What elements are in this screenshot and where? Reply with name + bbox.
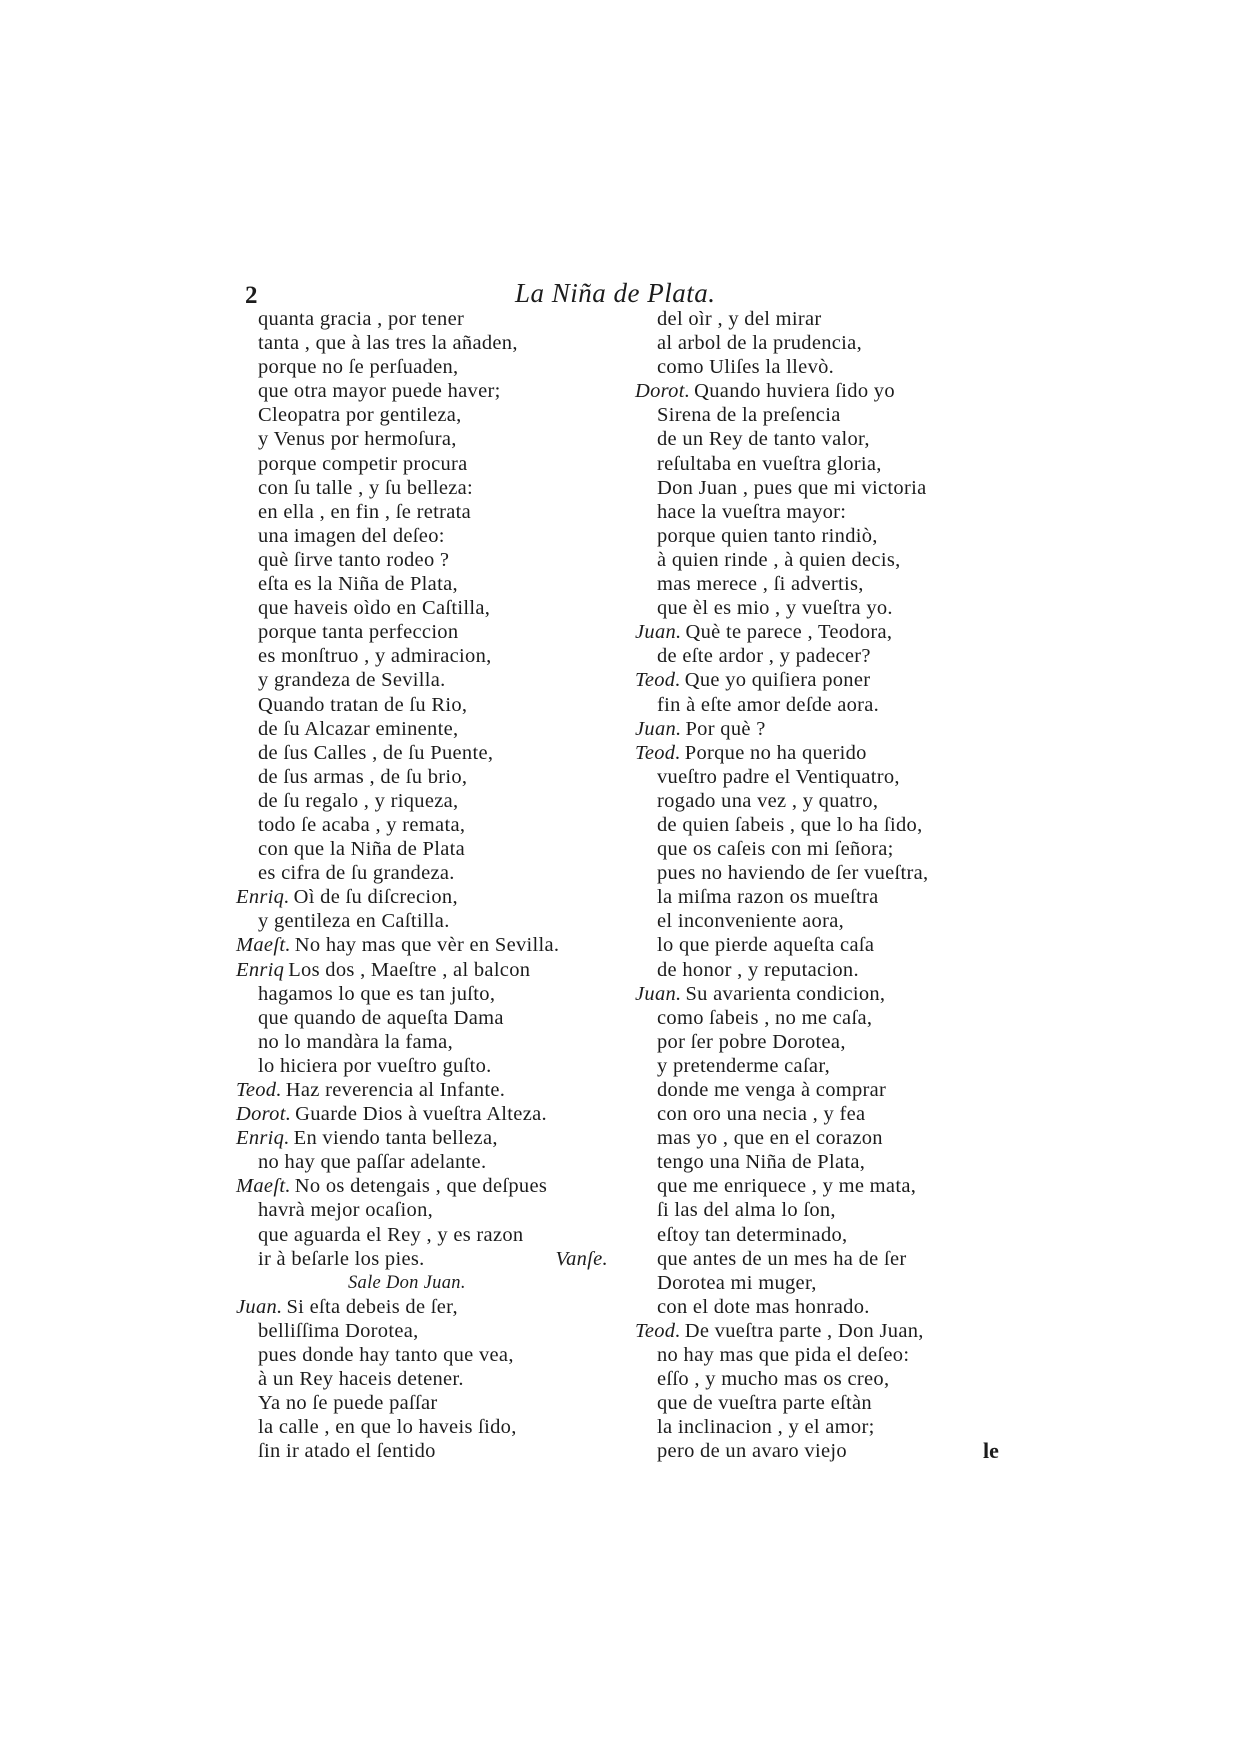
verse-text: què ſirve tanto rodeo ? <box>258 548 450 571</box>
verse-text: al arbol de la prudencia, <box>657 332 863 355</box>
verse-line <box>238 1054 608 1078</box>
verse-line <box>238 524 608 548</box>
verse-text: en ella , en fin , ſe retrata <box>258 500 472 523</box>
verse-line <box>637 644 1012 668</box>
verse-line <box>637 355 1012 379</box>
verse-text: la miſma razon os mueſtra <box>657 886 879 909</box>
verse-text: que aguarda el Rey , y es razon <box>258 1223 524 1246</box>
verse-text: que os caſeis con mi ſeñora; <box>657 838 894 861</box>
verse-text: donde me venga à comprar <box>657 1079 887 1101</box>
verse-text: reſultaba en vueſtra gloria, <box>657 452 882 475</box>
left-column <box>238 307 608 1464</box>
verse-text: no hay que paſſar adelante. <box>258 1151 487 1174</box>
verse-text: no lo mandàra la fama, <box>258 1030 454 1053</box>
verse-text: Si eſta debeis de ſer, <box>286 1295 458 1318</box>
verse-line <box>238 1198 608 1222</box>
verse-text: Oì de ſu diſcrecion, <box>293 886 458 909</box>
verse-line <box>637 524 1012 548</box>
verse-text: Sirena de la preſencia <box>657 404 841 427</box>
verse-line <box>637 452 1012 476</box>
stage-direction: Sale Don Juan. <box>348 1272 466 1293</box>
speaker-label: Juan. <box>635 717 682 740</box>
verse-line <box>238 693 608 717</box>
verse-text: que antes de un mes ha de ſer <box>657 1247 907 1270</box>
verse-line <box>238 644 608 668</box>
verse-text: que otra mayor puede haver; <box>258 380 501 403</box>
verse-line <box>637 1439 1012 1463</box>
speaker-label: Juan. <box>635 982 682 1005</box>
verse-line <box>238 861 608 885</box>
verse-line <box>238 813 608 837</box>
verse-line <box>637 813 1012 837</box>
speaker-label: Dorot. <box>635 380 691 403</box>
verse-text: ſi las del alma lo ſon, <box>657 1199 836 1222</box>
verse-line <box>236 1102 608 1126</box>
verse-text: tanta , que à las tres la añaden, <box>258 332 518 355</box>
verse-line <box>637 1078 1012 1102</box>
verse-line <box>238 1223 608 1247</box>
verse-text: que èl es mio , y vueſtra yo. <box>657 597 893 620</box>
verse-text: de ſu Alcazar eminente, <box>258 717 459 740</box>
verse-line <box>238 427 608 451</box>
verse-line <box>236 933 608 957</box>
verse-text: lo hiciera por vueſtro guſto. <box>258 1054 492 1077</box>
verse-text: Cleopatra por gentileza, <box>258 404 462 427</box>
verse-text: de un Rey de tanto valor, <box>657 428 870 451</box>
verse-text: de ſus armas , de ſu brio, <box>258 765 468 788</box>
verse-text: pues donde hay tanto que vea, <box>258 1344 514 1367</box>
verse-text: havrà mejor ocaſion, <box>258 1199 434 1222</box>
verse-text: como ſabeis , no me caſa, <box>657 1006 873 1029</box>
verse-text: que haveis oìdo en Caſtilla, <box>258 597 491 620</box>
verse-text: del oìr , y del mirar <box>657 308 822 330</box>
verse-line <box>238 717 608 741</box>
verse-text: de eſte ardor , y padecer? <box>657 645 871 668</box>
verse-text: una imagen del deſeo: <box>258 524 445 547</box>
verse-line <box>637 885 1012 909</box>
speaker-label: Teod. <box>236 1079 282 1101</box>
verse-text: porque competir procura <box>258 452 468 475</box>
verse-text: con que la Niña de Plata <box>258 838 466 861</box>
verse-text: lo que pierde aqueſta caſa <box>657 934 875 957</box>
verse-line <box>238 1150 608 1174</box>
verse-line <box>637 1174 1012 1198</box>
verse-text: la calle , en que lo haveis ſido, <box>258 1416 517 1439</box>
verse-text: porque quien tanto rindiò, <box>657 524 878 547</box>
verse-text: Quando huviera ſido yo <box>694 380 895 403</box>
speaker-label: Juan. <box>635 621 682 644</box>
verse-text: pues no haviendo de ſer vueſtra, <box>657 862 929 885</box>
catchword: le <box>983 1438 999 1463</box>
verse-text: Los dos , Maeſtre , al balcon <box>288 958 531 981</box>
running-title: La Niña de Plata. <box>515 278 716 308</box>
verse-line <box>236 1126 608 1150</box>
verse-line <box>238 741 608 765</box>
verse-line <box>635 620 1012 644</box>
verse-text: como Uliſes la llevò. <box>657 356 835 379</box>
speaker-label: Dorot. <box>236 1103 292 1126</box>
speaker-label: Teod. <box>635 669 681 692</box>
verse-line <box>238 307 608 331</box>
verse-line <box>637 307 1012 331</box>
verse-text: belliſſima Dorotea, <box>258 1319 419 1342</box>
verse-line <box>637 572 1012 596</box>
verse-text: con el dote mas honrado. <box>657 1295 870 1318</box>
verse-line <box>238 1367 608 1391</box>
verse-line <box>637 693 1012 717</box>
verse-line <box>637 1367 1012 1391</box>
verse-line <box>238 765 608 789</box>
verse-line <box>238 909 608 933</box>
verse-text: ſin ir atado el ſentido <box>258 1440 436 1463</box>
verse-line <box>637 500 1012 524</box>
verse-text: hagamos lo que es tan juſto, <box>258 982 496 1005</box>
verse-text: es monſtruo , y admiracion, <box>258 645 492 668</box>
speaker-label: Enriq <box>236 958 285 981</box>
verse-text: No os detengais , que deſpues <box>294 1175 548 1198</box>
verse-line <box>238 500 608 524</box>
verse-text: à quien rinde , à quien decis, <box>657 548 901 571</box>
speaker-label: Enriq. <box>236 1127 290 1150</box>
verse-text: tengo una Niña de Plata, <box>657 1151 866 1174</box>
verse-text: Quando tratan de ſu Rio, <box>258 693 468 716</box>
verse-line <box>637 1271 1012 1295</box>
verse-line <box>637 765 1012 789</box>
verse-text: con oro una necia , y fea <box>657 1103 866 1126</box>
verse-line <box>238 1391 608 1415</box>
verse-text: Què te parece , Teodora, <box>685 621 893 644</box>
verse-text: No hay mas que vèr en Sevilla. <box>294 934 560 957</box>
verse-line <box>637 1030 1012 1054</box>
verse-text: no hay mas que pida el deſeo: <box>657 1344 910 1367</box>
verse-text: que de vueſtra parte eſtàn <box>657 1392 872 1415</box>
page-number: 2 <box>245 282 258 309</box>
verse-text: Ya no ſe puede paſſar <box>258 1392 438 1415</box>
verse-line <box>238 403 608 427</box>
verse-line <box>637 1295 1012 1319</box>
verse-line <box>238 837 608 861</box>
verse-text: todo ſe acaba , y remata, <box>258 813 466 836</box>
speaker-label: Teod. <box>635 1319 681 1342</box>
verse-line <box>635 982 1012 1006</box>
verse-text: pero de un avaro viejo <box>657 1440 847 1463</box>
verse-line <box>238 379 608 403</box>
verse-text: hace la vueſtra mayor: <box>657 500 847 523</box>
verse-line <box>238 620 608 644</box>
verse-line <box>238 572 608 596</box>
verse-line <box>238 355 608 379</box>
verse-text: es cifra de ſu grandeza. <box>258 862 455 885</box>
verse-text: el inconveniente aora, <box>657 910 845 933</box>
exit-direction: Vanſe. <box>555 1247 608 1270</box>
verse-line <box>238 476 608 500</box>
verse-text: Haz reverencia al Infante. <box>285 1079 506 1101</box>
verse-text: mas yo , que en el corazon <box>657 1127 883 1150</box>
verse-line <box>635 668 1012 692</box>
verse-text: por ſer pobre Dorotea, <box>657 1030 846 1053</box>
verse-line <box>637 1102 1012 1126</box>
verse-text: eſtoy tan determinado, <box>657 1223 848 1246</box>
verse-line <box>238 1247 608 1271</box>
verse-line <box>637 331 1012 355</box>
verse-line <box>637 1198 1012 1222</box>
verse-line <box>637 1150 1012 1174</box>
verse-text: mas merece , ſi advertis, <box>657 573 864 596</box>
speaker-label: Maeſt. <box>236 1175 291 1198</box>
verse-line <box>238 1439 608 1463</box>
verse-line <box>238 596 608 620</box>
verse-text: y gentileza en Caſtilla. <box>258 910 450 933</box>
verse-line <box>637 789 1012 813</box>
verse-text: de honor , y reputacion. <box>657 958 859 981</box>
verse-line <box>238 668 608 692</box>
verse-line <box>236 1174 608 1198</box>
verse-text: De vueſtra parte , Don Juan, <box>684 1319 924 1342</box>
verse-line <box>637 1126 1012 1150</box>
verse-text: vueſtro padre el Ventiquatro, <box>657 765 900 788</box>
verse-text: Por què ? <box>685 717 766 740</box>
verse-line <box>635 379 1012 403</box>
speaker-label: Teod. <box>635 741 681 764</box>
verse-line <box>637 1391 1012 1415</box>
speaker-label: Enriq. <box>236 886 290 909</box>
verse-line <box>637 403 1012 427</box>
verse-text: y pretenderme caſar, <box>657 1054 831 1077</box>
verse-line <box>637 958 1012 982</box>
verse-line <box>637 1343 1012 1367</box>
verse-line <box>637 909 1012 933</box>
verse-text: con ſu talle , y ſu belleza: <box>258 476 474 499</box>
verse-text: eſſo , y mucho mas os creo, <box>657 1368 890 1391</box>
verse-line <box>637 1223 1012 1247</box>
verse-text: de quien ſabeis , que lo ha ſido, <box>657 813 923 836</box>
verse-line <box>238 1319 608 1343</box>
verse-line <box>635 1319 1012 1343</box>
verse-line <box>238 789 608 813</box>
verse-line <box>637 933 1012 957</box>
verse-text: quanta gracia , por tener <box>258 308 465 330</box>
verse-line <box>637 1247 1012 1271</box>
speaker-label: Maeſt. <box>236 934 291 957</box>
verse-line <box>635 717 1012 741</box>
verse-line <box>637 837 1012 861</box>
verse-text: y grandeza de Sevilla. <box>258 669 446 692</box>
verse-text: porque tanta perfeccion <box>258 621 459 644</box>
verse-line <box>635 741 1012 765</box>
verse-text: porque no ſe perſuaden, <box>258 356 459 379</box>
verse-text: rogado una vez , y quatro, <box>657 789 879 812</box>
verse-text: Porque no ha querido <box>684 741 867 764</box>
verse-line <box>637 476 1012 500</box>
verse-text: y Venus por hermoſura, <box>258 428 457 451</box>
verse-text: de ſu regalo , y riqueza, <box>258 789 459 812</box>
verse-text: Don Juan , pues que mi victoria <box>657 476 927 499</box>
verse-text: que quando de aqueſta Dama <box>258 1006 504 1029</box>
verse-line <box>238 1343 608 1367</box>
verse-line <box>238 452 608 476</box>
verse-line <box>637 1415 1012 1439</box>
verse-line <box>236 1078 608 1102</box>
verse-line <box>238 548 608 572</box>
verse-text: Guarde Dios à vueſtra Alteza. <box>295 1103 547 1126</box>
verse-text: de ſus Calles , de ſu Puente, <box>258 741 494 764</box>
verse-line <box>637 548 1012 572</box>
verse-line <box>238 331 608 355</box>
verse-text: à un Rey haceis detener. <box>258 1368 464 1391</box>
verse-line <box>236 885 608 909</box>
verse-text: En viendo tanta belleza, <box>293 1127 498 1150</box>
verse-line <box>238 1415 608 1439</box>
verse-text: fin à eſte amor deſde aora. <box>657 693 880 716</box>
verse-text: la inclinacion , y el amor; <box>657 1416 875 1439</box>
verse-text: Que yo quiſiera poner <box>684 669 871 692</box>
verse-line <box>637 427 1012 451</box>
verse-text: Dorotea mi muger, <box>657 1271 817 1294</box>
verse-line <box>236 958 608 982</box>
verse-text: ir à beſarle los pies. <box>258 1247 425 1270</box>
verse-line <box>637 1006 1012 1030</box>
verse-text: que me enriquece , y me mata, <box>657 1175 917 1198</box>
verse-line <box>236 1295 608 1319</box>
verse-line <box>637 1054 1012 1078</box>
verse-line <box>637 596 1012 620</box>
verse-line <box>238 1030 608 1054</box>
verse-line <box>238 982 608 1006</box>
speaker-label: Juan. <box>236 1295 283 1318</box>
verse-text: eſta es la Niña de Plata, <box>258 573 458 596</box>
verse-text: Su avarienta condicion, <box>685 982 886 1005</box>
verse-line <box>637 861 1012 885</box>
right-column <box>637 307 1012 1464</box>
verse-line <box>238 1006 608 1030</box>
